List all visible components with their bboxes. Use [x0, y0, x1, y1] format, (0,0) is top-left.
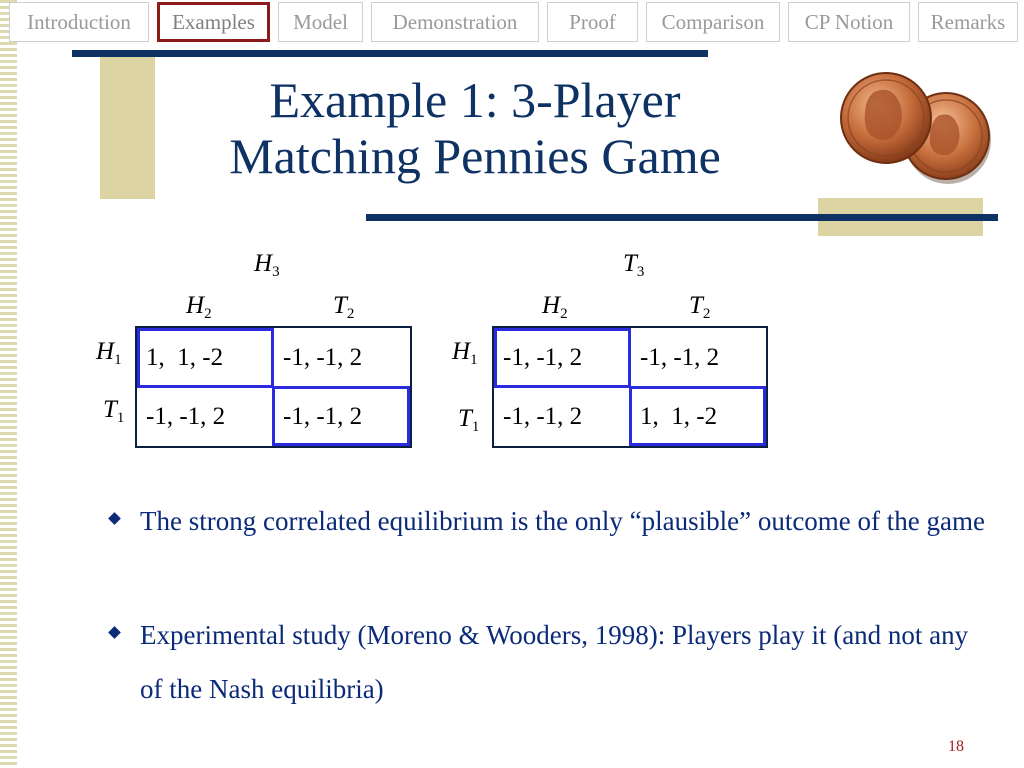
tab-comparison[interactable]: Comparison: [646, 2, 780, 42]
left-col1-label: $H_2$: [186, 292, 212, 322]
tab-demonstration[interactable]: Demonstration: [371, 2, 539, 42]
right-col1-label: $H_2$: [542, 292, 568, 322]
title-tan-block-left: [100, 57, 155, 199]
diamond-bullet-icon: [108, 626, 121, 639]
right-cell-h1-t2: -1, -1, 2: [640, 344, 720, 371]
tab-remarks[interactable]: Remarks: [918, 2, 1018, 42]
right-row1-label: $H_1$: [452, 338, 478, 368]
slide-title-line-1: Example 1: 3-Player: [269, 72, 681, 128]
left-cell-h1-h2: 1, 1, -2: [146, 344, 224, 371]
slide-title-line-2: Matching Pennies Game: [229, 128, 721, 184]
bullet-text-1: The strong correlated equilibrium is the only “plausible” outcome of the game: [140, 506, 985, 536]
left-col2-label: $T_2$: [333, 292, 355, 322]
diamond-bullet-icon: [108, 512, 121, 525]
tab-examples[interactable]: Examples: [157, 2, 270, 42]
slide-title: [155, 72, 795, 184]
left-cell-t1-t2: -1, -1, 2: [283, 403, 363, 430]
page-number: 18: [948, 738, 964, 755]
penny-coins-image: [838, 64, 994, 186]
left-stripe-decoration: [0, 0, 17, 768]
left-row1-label: $H_1$: [96, 338, 122, 368]
tab-proof[interactable]: Proof: [547, 2, 638, 42]
right-row2-label: $T_1$: [458, 405, 480, 435]
bullet-text-2: Experimental study (Moreno & Wooders, 1998): Players play it (and not any of the Nash equilibria): [140, 620, 969, 704]
title-bottom-bar: [366, 214, 998, 221]
left-cell-h1-t2: -1, -1, 2: [283, 344, 363, 371]
right-cell-t1-h2: -1, -1, 2: [503, 403, 583, 430]
title-top-bar: [72, 50, 708, 57]
tab-cp-notion[interactable]: CP Notion: [788, 2, 910, 42]
right-player3-label: $T_3$: [623, 250, 645, 280]
tab-introduction[interactable]: Introduction: [9, 2, 149, 42]
right-col2-label: $T_2$: [689, 292, 711, 322]
right-cell-t1-t2: 1, 1, -2: [640, 403, 718, 430]
left-row2-label: $T_1$: [103, 396, 125, 426]
left-cell-t1-h2: -1, -1, 2: [146, 403, 226, 430]
right-cell-h1-h2: -1, -1, 2: [503, 344, 583, 371]
tab-model[interactable]: Model: [278, 2, 363, 42]
left-player3-label: $H_3$: [254, 250, 280, 280]
